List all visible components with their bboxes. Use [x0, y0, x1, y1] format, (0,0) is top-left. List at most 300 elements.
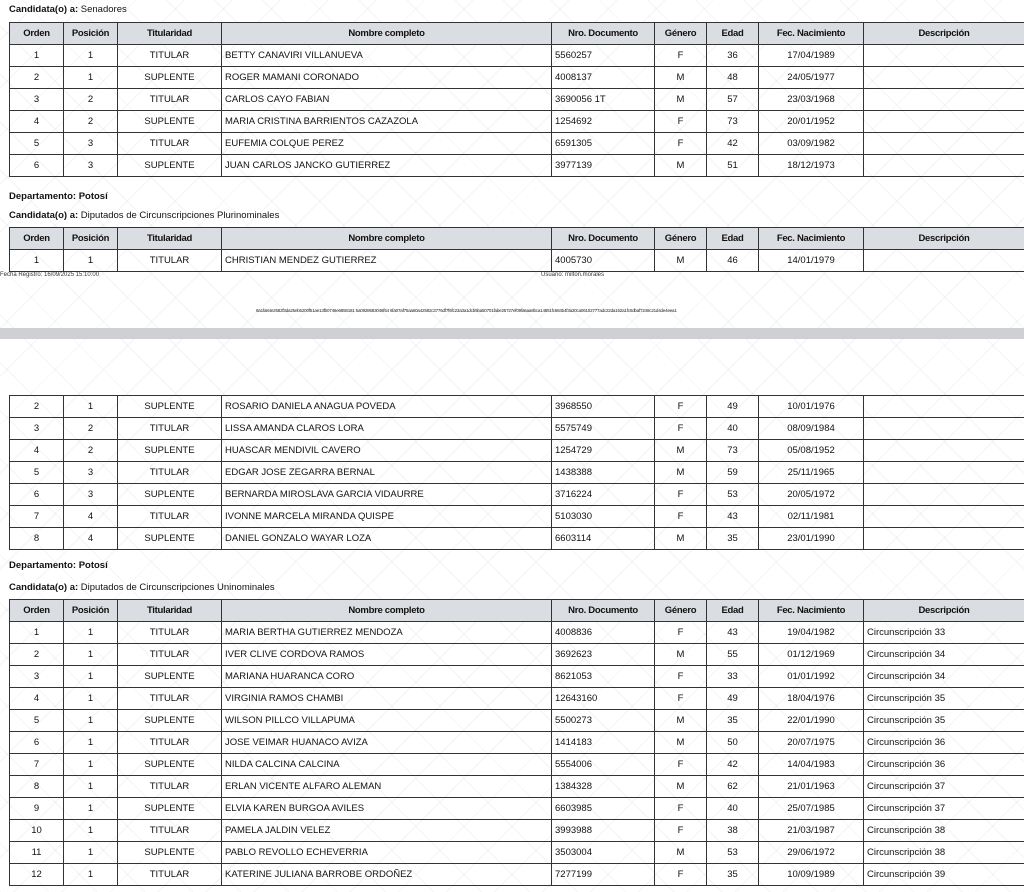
cell-documento: 1414183 — [552, 732, 655, 754]
cell-posicion: 1 — [64, 776, 118, 798]
column-header-descripcion: Descripción — [864, 228, 1024, 250]
cell-documento: 3993988 — [552, 820, 655, 842]
cell-titularidad: TITULAR — [118, 45, 222, 67]
cell-edad: 43 — [707, 506, 759, 528]
cell-fec-nacimiento: 19/04/1982 — [759, 622, 864, 644]
cell-documento: 12643160 — [552, 688, 655, 710]
cell-nombre: MARIANA HUARANCA CORO — [222, 666, 552, 688]
table-row — [10, 89, 1024, 111]
cell-fec-nacimiento: 10/01/1976 — [759, 396, 864, 418]
table-header-row — [10, 23, 1024, 45]
candidata-label-senadores — [9, 4, 127, 15]
cell-nombre: PAMELA JALDIN VELEZ — [222, 820, 552, 842]
candidata-label-uninominales — [9, 582, 275, 593]
cell-descripcion: Circunscripción 39 — [864, 864, 1024, 886]
cell-posicion: 1 — [64, 842, 118, 864]
cell-nombre: ERLAN VICENTE ALFARO ALEMAN — [222, 776, 552, 798]
cell-nombre: JUAN CARLOS JANCKO GUTIERREZ — [222, 155, 552, 177]
cell-descripcion — [864, 45, 1024, 67]
table-row — [10, 644, 1024, 666]
departamento-label — [9, 560, 108, 571]
cell-nombre: HUASCAR MENDIVIL CAVERO — [222, 440, 552, 462]
cell-edad: 62 — [707, 776, 759, 798]
table-row — [10, 67, 1024, 89]
table-row — [10, 133, 1024, 155]
page-separator — [0, 328, 1024, 339]
cell-nombre: MARIA CRISTINA BARRIENTOS CAZAZOLA — [222, 111, 552, 133]
cell-posicion: 1 — [64, 622, 118, 644]
cell-documento: 1254729 — [552, 440, 655, 462]
cell-fec-nacimiento: 14/04/1983 — [759, 754, 864, 776]
table-row — [10, 732, 1024, 754]
cell-documento: 3503004 — [552, 842, 655, 864]
table-senadores — [9, 22, 1024, 177]
column-header-titularidad: Titularidad — [118, 228, 222, 250]
table-plurinominales-continued — [9, 395, 1024, 550]
cell-titularidad: TITULAR — [118, 418, 222, 440]
cell-documento: 6591305 — [552, 133, 655, 155]
cell-fec-nacimiento: 20/01/1952 — [759, 111, 864, 133]
cell-nombre: PABLO REVOLLO ECHEVERRIA — [222, 842, 552, 864]
table-row — [10, 155, 1024, 177]
cell-documento: 5500273 — [552, 710, 655, 732]
column-header-nombre: Nombre completo — [222, 23, 552, 45]
cell-fec-nacimiento: 20/07/1975 — [759, 732, 864, 754]
cell-documento: 4008836 — [552, 622, 655, 644]
table-row — [10, 820, 1024, 842]
cell-posicion: 2 — [64, 111, 118, 133]
cell-descripcion — [864, 250, 1024, 272]
cell-genero: M — [655, 67, 707, 89]
cell-posicion: 3 — [64, 155, 118, 177]
cell-orden: 4 — [10, 111, 64, 133]
column-header-genero: Género — [655, 23, 707, 45]
table-row — [10, 396, 1024, 418]
cell-descripcion — [864, 133, 1024, 155]
cell-edad: 35 — [707, 528, 759, 550]
candidata-key: Candidata(o) a: — [9, 4, 79, 15]
cell-documento: 5103030 — [552, 506, 655, 528]
table-row — [10, 440, 1024, 462]
column-header-titularidad: Titularidad — [118, 600, 222, 622]
cell-edad: 33 — [707, 666, 759, 688]
column-header-posicion: Posición — [64, 23, 118, 45]
cell-posicion: 2 — [64, 89, 118, 111]
cell-orden: 2 — [10, 67, 64, 89]
cell-posicion: 1 — [64, 820, 118, 842]
table-row — [10, 45, 1024, 67]
cell-edad: 40 — [707, 798, 759, 820]
cell-documento: 3968550 — [552, 396, 655, 418]
cell-nombre: LISSA AMANDA CLAROS LORA — [222, 418, 552, 440]
column-header-documento: Nro. Documento — [552, 600, 655, 622]
cell-titularidad: TITULAR — [118, 133, 222, 155]
cell-orden: 5 — [10, 710, 64, 732]
cell-edad: 53 — [707, 842, 759, 864]
cell-documento: 3977139 — [552, 155, 655, 177]
cell-genero: M — [655, 440, 707, 462]
cell-nombre: MARIA BERTHA GUTIERREZ MENDOZA — [222, 622, 552, 644]
cell-fec-nacimiento: 21/01/1963 — [759, 776, 864, 798]
cell-edad: 49 — [707, 688, 759, 710]
document-hash: 8a1fa84e2582f3da25eb5200f51ae13fb0746e6858181 5a0928683046f54 6fa07af75aa60a42582c3776df7f6fc23a3a1dcb5ba50701fabe25727ef09fa6aa8bca14851fc684b4f3a20ca06102777adc22da152a1fc0dbaf7248c21d4de4eea1 — [256, 308, 677, 313]
cell-titularidad: SUPLENTE — [118, 528, 222, 550]
cell-fec-nacimiento: 25/07/1985 — [759, 798, 864, 820]
cell-orden: 8 — [10, 776, 64, 798]
cell-genero: F — [655, 418, 707, 440]
cell-genero: F — [655, 798, 707, 820]
cell-genero: M — [655, 710, 707, 732]
cell-posicion: 1 — [64, 732, 118, 754]
table-row — [10, 798, 1024, 820]
cell-documento: 5554006 — [552, 754, 655, 776]
cell-descripcion: Circunscripción 34 — [864, 644, 1024, 666]
cell-genero: M — [655, 644, 707, 666]
column-header-posicion: Posición — [64, 600, 118, 622]
cell-genero: F — [655, 506, 707, 528]
cell-genero: M — [655, 776, 707, 798]
cell-orden: 7 — [10, 754, 64, 776]
cell-genero: M — [655, 462, 707, 484]
cell-descripcion: Circunscripción 33 — [864, 622, 1024, 644]
column-header-fec-nacimiento: Fec. Nacimiento — [759, 23, 864, 45]
cell-genero: F — [655, 396, 707, 418]
departamento-label — [9, 191, 108, 202]
cell-orden: 6 — [10, 484, 64, 506]
cell-fec-nacimiento: 23/01/1990 — [759, 528, 864, 550]
cell-descripcion — [864, 67, 1024, 89]
cell-fec-nacimiento: 01/01/1992 — [759, 666, 864, 688]
cell-fec-nacimiento: 23/03/1968 — [759, 89, 864, 111]
cell-titularidad: SUPLENTE — [118, 440, 222, 462]
cell-edad: 59 — [707, 462, 759, 484]
cell-nombre: ROGER MAMANI CORONADO — [222, 67, 552, 89]
cell-titularidad: TITULAR — [118, 250, 222, 272]
cell-fec-nacimiento: 14/01/1979 — [759, 250, 864, 272]
cell-orden: 5 — [10, 462, 64, 484]
cell-genero: M — [655, 89, 707, 111]
column-header-titularidad: Titularidad — [118, 23, 222, 45]
cell-orden: 1 — [10, 45, 64, 67]
table-plurinominales — [9, 227, 1024, 272]
cell-nombre: JOSE VEIMAR HUANACO AVIZA — [222, 732, 552, 754]
cell-orden: 4 — [10, 688, 64, 710]
cell-nombre: BERNARDA MIROSLAVA GARCIA VIDAURRE — [222, 484, 552, 506]
cell-posicion: 3 — [64, 484, 118, 506]
cell-documento: 6603985 — [552, 798, 655, 820]
column-header-edad: Edad — [707, 228, 759, 250]
table-uninominales — [9, 599, 1024, 886]
candidata-value: Diputados de Circunscripciones Plurinominales — [80, 210, 280, 221]
column-header-descripcion: Descripción — [864, 600, 1024, 622]
cell-posicion: 1 — [64, 864, 118, 886]
cell-fec-nacimiento: 20/05/1972 — [759, 484, 864, 506]
cell-descripcion: Circunscripción 38 — [864, 842, 1024, 864]
cell-genero: F — [655, 688, 707, 710]
cell-descripcion: Circunscripción 37 — [864, 798, 1024, 820]
cell-posicion: 2 — [64, 440, 118, 462]
cell-posicion: 1 — [64, 666, 118, 688]
cell-documento: 8621053 — [552, 666, 655, 688]
column-header-descripcion: Descripción — [864, 23, 1024, 45]
cell-titularidad: SUPLENTE — [118, 155, 222, 177]
cell-fec-nacimiento: 29/06/1972 — [759, 842, 864, 864]
cell-descripcion: Circunscripción 34 — [864, 666, 1024, 688]
column-header-edad: Edad — [707, 23, 759, 45]
cell-nombre: CHRISTIAN MENDEZ GUTIERREZ — [222, 250, 552, 272]
cell-edad: 57 — [707, 89, 759, 111]
table-row — [10, 688, 1024, 710]
cell-documento: 4008137 — [552, 67, 655, 89]
cell-nombre: ELVIA KAREN BURGOA AVILES — [222, 798, 552, 820]
cell-fec-nacimiento: 05/08/1952 — [759, 440, 864, 462]
cell-titularidad: TITULAR — [118, 820, 222, 842]
cell-edad: 51 — [707, 155, 759, 177]
usuario: Usuario: milton.morales — [541, 272, 605, 278]
cell-fec-nacimiento: 01/12/1969 — [759, 644, 864, 666]
table-row — [10, 418, 1024, 440]
cell-descripcion — [864, 440, 1024, 462]
cell-edad: 40 — [707, 418, 759, 440]
cell-titularidad: SUPLENTE — [118, 666, 222, 688]
cell-orden: 3 — [10, 666, 64, 688]
cell-genero: F — [655, 133, 707, 155]
cell-genero: M — [655, 732, 707, 754]
cell-titularidad: TITULAR — [118, 89, 222, 111]
column-header-fec-nacimiento: Fec. Nacimiento — [759, 600, 864, 622]
cell-posicion: 1 — [64, 754, 118, 776]
cell-documento: 3716224 — [552, 484, 655, 506]
cell-documento: 3692623 — [552, 644, 655, 666]
departamento-key: Departamento: — [9, 191, 77, 202]
cell-nombre: WILSON PILLCO VILLAPUMA — [222, 710, 552, 732]
cell-descripcion — [864, 89, 1024, 111]
cell-fec-nacimiento: 21/03/1987 — [759, 820, 864, 842]
column-header-orden: Orden — [10, 600, 64, 622]
cell-titularidad: SUPLENTE — [118, 710, 222, 732]
cell-descripcion: Circunscripción 38 — [864, 820, 1024, 842]
cell-fec-nacimiento: 25/11/1965 — [759, 462, 864, 484]
column-header-documento: Nro. Documento — [552, 228, 655, 250]
cell-descripcion — [864, 506, 1024, 528]
candidata-label-plurinominales — [9, 210, 279, 221]
cell-edad: 36 — [707, 45, 759, 67]
cell-genero: M — [655, 250, 707, 272]
table-row — [10, 528, 1024, 550]
cell-orden: 6 — [10, 732, 64, 754]
cell-orden: 3 — [10, 89, 64, 111]
candidata-key: Candidata(o) a: — [9, 582, 79, 593]
column-header-orden: Orden — [10, 228, 64, 250]
table-row — [10, 462, 1024, 484]
cell-edad: 42 — [707, 754, 759, 776]
departamento-value: Potosí — [78, 560, 108, 571]
cell-titularidad: SUPLENTE — [118, 842, 222, 864]
cell-fec-nacimiento: 18/12/1973 — [759, 155, 864, 177]
cell-descripcion: Circunscripción 35 — [864, 688, 1024, 710]
cell-genero: M — [655, 155, 707, 177]
cell-orden: 2 — [10, 396, 64, 418]
cell-descripcion — [864, 111, 1024, 133]
cell-titularidad: SUPLENTE — [118, 798, 222, 820]
cell-nombre: VIRGINIA RAMOS CHAMBI — [222, 688, 552, 710]
cell-edad: 49 — [707, 396, 759, 418]
cell-descripcion — [864, 155, 1024, 177]
cell-descripcion: Circunscripción 36 — [864, 732, 1024, 754]
cell-posicion: 1 — [64, 67, 118, 89]
cell-edad: 73 — [707, 111, 759, 133]
table-header-row — [10, 228, 1024, 250]
cell-orden: 8 — [10, 528, 64, 550]
cell-posicion: 1 — [64, 710, 118, 732]
cell-titularidad: SUPLENTE — [118, 396, 222, 418]
cell-orden: 11 — [10, 842, 64, 864]
cell-documento: 4005730 — [552, 250, 655, 272]
table-row — [10, 622, 1024, 644]
candidata-value: Diputados de Circunscripciones Uninominales — [80, 582, 275, 593]
table-row — [10, 484, 1024, 506]
cell-genero: F — [655, 666, 707, 688]
cell-edad: 50 — [707, 732, 759, 754]
column-header-fec-nacimiento: Fec. Nacimiento — [759, 228, 864, 250]
cell-fec-nacimiento: 22/01/1990 — [759, 710, 864, 732]
cell-documento: 1384328 — [552, 776, 655, 798]
cell-edad: 38 — [707, 820, 759, 842]
cell-titularidad: TITULAR — [118, 462, 222, 484]
cell-nombre: KATERINE JULIANA BARROBE ORDOÑEZ — [222, 864, 552, 886]
cell-nombre: DANIEL GONZALO WAYAR LOZA — [222, 528, 552, 550]
column-header-nombre: Nombre completo — [222, 600, 552, 622]
cell-orden: 3 — [10, 418, 64, 440]
cell-edad: 53 — [707, 484, 759, 506]
cell-edad: 35 — [707, 710, 759, 732]
table-row — [10, 710, 1024, 732]
fecha-registro: Fecha Registro: 16/09/2025 15:10:00 — [0, 272, 100, 278]
table-header-row — [10, 600, 1024, 622]
cell-titularidad: TITULAR — [118, 644, 222, 666]
cell-nombre: IVER CLIVE CORDOVA RAMOS — [222, 644, 552, 666]
cell-fec-nacimiento: 02/11/1981 — [759, 506, 864, 528]
cell-nombre: IVONNE MARCELA MIRANDA QUISPE — [222, 506, 552, 528]
column-header-genero: Género — [655, 600, 707, 622]
cell-descripcion — [864, 462, 1024, 484]
cell-genero: F — [655, 45, 707, 67]
column-header-documento: Nro. Documento — [552, 23, 655, 45]
cell-posicion: 3 — [64, 133, 118, 155]
candidata-key: Candidata(o) a: — [9, 210, 79, 221]
cell-descripcion: Circunscripción 35 — [864, 710, 1024, 732]
cell-edad: 55 — [707, 644, 759, 666]
cell-documento: 6603114 — [552, 528, 655, 550]
cell-descripcion — [864, 528, 1024, 550]
table-row — [10, 864, 1024, 886]
cell-edad: 35 — [707, 864, 759, 886]
cell-documento: 1254692 — [552, 111, 655, 133]
cell-orden: 2 — [10, 644, 64, 666]
cell-orden: 1 — [10, 250, 64, 272]
cell-posicion: 3 — [64, 462, 118, 484]
cell-descripcion: Circunscripción 36 — [864, 754, 1024, 776]
column-header-genero: Género — [655, 228, 707, 250]
cell-orden: 4 — [10, 440, 64, 462]
cell-genero: M — [655, 842, 707, 864]
cell-edad: 48 — [707, 67, 759, 89]
cell-genero: F — [655, 111, 707, 133]
cell-fec-nacimiento: 08/09/1984 — [759, 418, 864, 440]
cell-fec-nacimiento: 24/05/1977 — [759, 67, 864, 89]
table-row — [10, 111, 1024, 133]
cell-documento: 5560257 — [552, 45, 655, 67]
cell-posicion: 1 — [64, 396, 118, 418]
column-header-nombre: Nombre completo — [222, 228, 552, 250]
departamento-value: Potosí — [78, 191, 108, 202]
cell-descripcion: Circunscripción 37 — [864, 776, 1024, 798]
cell-orden: 6 — [10, 155, 64, 177]
cell-nombre: EUFEMIA COLQUE PEREZ — [222, 133, 552, 155]
cell-genero: M — [655, 528, 707, 550]
cell-fec-nacimiento: 03/09/1982 — [759, 133, 864, 155]
cell-posicion: 4 — [64, 506, 118, 528]
cell-descripcion — [864, 484, 1024, 506]
cell-titularidad: SUPLENTE — [118, 754, 222, 776]
cell-fec-nacimiento: 10/09/1989 — [759, 864, 864, 886]
table-row — [10, 666, 1024, 688]
cell-descripcion — [864, 396, 1024, 418]
cell-orden: 1 — [10, 622, 64, 644]
cell-nombre: BETTY CANAVIRI VILLANUEVA — [222, 45, 552, 67]
cell-posicion: 1 — [64, 688, 118, 710]
table-row — [10, 776, 1024, 798]
cell-edad: 43 — [707, 622, 759, 644]
cell-posicion: 1 — [64, 798, 118, 820]
table-row — [10, 506, 1024, 528]
cell-genero: F — [655, 754, 707, 776]
cell-titularidad: TITULAR — [118, 864, 222, 886]
cell-nombre: EDGAR JOSE ZEGARRA BERNAL — [222, 462, 552, 484]
cell-posicion: 1 — [64, 250, 118, 272]
cell-documento: 3690056 1T — [552, 89, 655, 111]
cell-nombre: CARLOS CAYO FABIAN — [222, 89, 552, 111]
cell-documento: 1438388 — [552, 462, 655, 484]
cell-orden: 9 — [10, 798, 64, 820]
cell-nombre: NILDA CALCINA CALCINA — [222, 754, 552, 776]
table-row — [10, 842, 1024, 864]
table-row — [10, 754, 1024, 776]
cell-fec-nacimiento: 18/04/1976 — [759, 688, 864, 710]
cell-posicion: 1 — [64, 45, 118, 67]
cell-orden: 5 — [10, 133, 64, 155]
cell-titularidad: SUPLENTE — [118, 484, 222, 506]
cell-genero: F — [655, 484, 707, 506]
cell-orden: 10 — [10, 820, 64, 842]
candidata-value: Senadores — [80, 4, 127, 15]
cell-descripcion — [864, 418, 1024, 440]
cell-posicion: 1 — [64, 644, 118, 666]
cell-edad: 73 — [707, 440, 759, 462]
cell-edad: 42 — [707, 133, 759, 155]
cell-edad: 46 — [707, 250, 759, 272]
cell-documento: 5575749 — [552, 418, 655, 440]
cell-nombre: ROSARIO DANIELA ANAGUA POVEDA — [222, 396, 552, 418]
cell-titularidad: TITULAR — [118, 506, 222, 528]
column-header-posicion: Posición — [64, 228, 118, 250]
cell-genero: F — [655, 864, 707, 886]
departamento-key: Departamento: — [9, 560, 77, 571]
cell-documento: 7277199 — [552, 864, 655, 886]
cell-fec-nacimiento: 17/04/1989 — [759, 45, 864, 67]
cell-genero: F — [655, 622, 707, 644]
cell-titularidad: SUPLENTE — [118, 67, 222, 89]
